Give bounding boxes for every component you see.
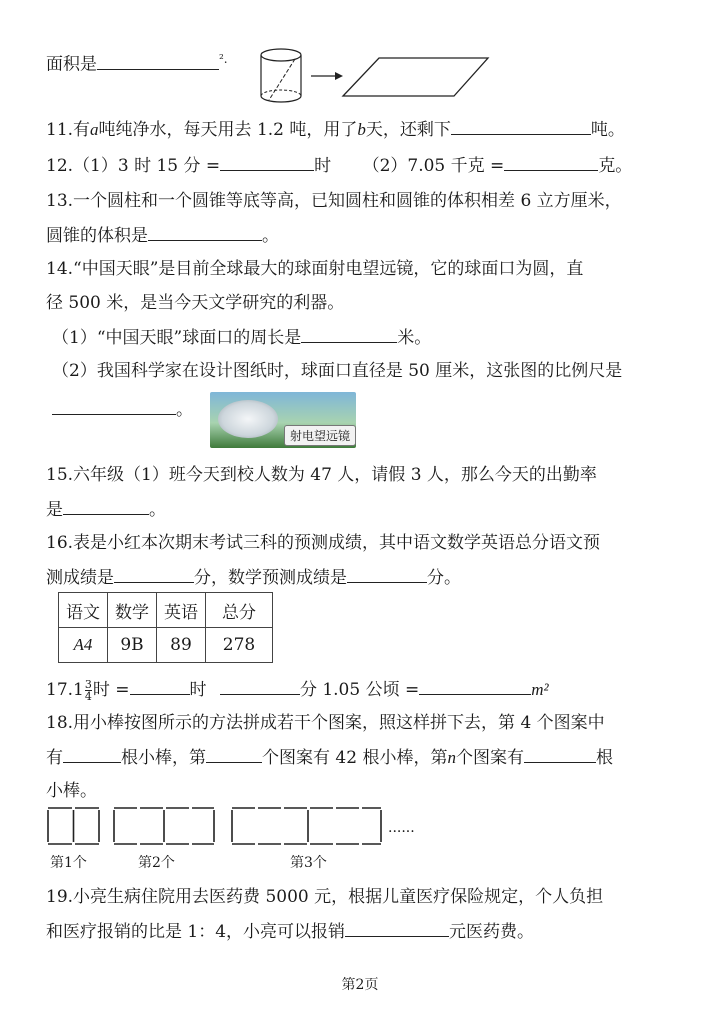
q10-text: 面积是 xyxy=(46,54,97,75)
q15-end: 。 xyxy=(149,500,166,520)
q17-denominator: 4 xyxy=(84,690,92,703)
q19-line-1 xyxy=(46,884,603,910)
q16-number: 16. xyxy=(46,533,74,553)
q11-blank[interactable] xyxy=(451,116,591,135)
q14-line-1 xyxy=(46,256,583,282)
q16-blank-2[interactable] xyxy=(347,564,427,583)
page-number: 第2页 xyxy=(341,977,379,993)
q17-blank-3[interactable] xyxy=(419,676,531,695)
q14-line-2 xyxy=(46,290,344,316)
q17-number: 17. xyxy=(46,680,74,700)
header-total: 总分 xyxy=(206,593,273,628)
telescope-label: 射电望远镜 xyxy=(284,425,356,446)
q12-line xyxy=(46,152,632,179)
q14-sub1 xyxy=(52,324,431,351)
q11-text-3: 天，还剩下 xyxy=(365,120,451,140)
q17-text-2: 时 xyxy=(189,680,207,700)
q12-blank-1[interactable] xyxy=(220,152,314,171)
cylinder-to-parallelogram-figure xyxy=(255,44,495,106)
header-math: 数学 xyxy=(108,593,157,628)
q14-number: 14. xyxy=(46,259,74,279)
q14-sub2-text: （2）我国科学家在设计图纸时，球面口直径是 50 厘米，这张图的比例尺是 xyxy=(52,361,623,381)
q14-sub2 xyxy=(52,358,622,384)
q15-text-2: 是 xyxy=(46,500,63,520)
q14-sub1-text: （1）“中国天眼”球面口的周长是 xyxy=(52,328,302,348)
q19-blank[interactable] xyxy=(345,918,449,937)
q11-unit: 吨。 xyxy=(590,120,625,140)
q14-sub1-unit: 米。 xyxy=(397,328,432,348)
header-english: 英语 xyxy=(157,593,206,628)
pattern-continuation-dots: ...... xyxy=(388,820,415,836)
q18-blank-2[interactable] xyxy=(206,744,262,763)
telescope-dish xyxy=(218,400,278,438)
q17-fraction xyxy=(85,679,92,702)
q17-unit: m² xyxy=(531,680,549,699)
q15-text-1: 六年级（1）班今天到校人数为 47 人，请假 3 人，那么今天的出勤率 xyxy=(73,465,597,485)
q18-text-2a: 有 xyxy=(46,748,63,768)
q13-number: 13. xyxy=(46,191,74,211)
q19-text-2a: 和医疗报销的比是 1：4，小亮可以报销 xyxy=(46,922,346,942)
q18-text-1: 用小棒按图所示的方法拼成若干个图案，照这样拼下去，第 4 个图案中 xyxy=(73,713,605,733)
q19-text-2b: 元医药费。 xyxy=(449,922,535,942)
q16-text-2b: 分，数学预测成绩是 xyxy=(194,568,347,588)
q14-text-2: 径 500 米，是当今天文学研究的利器。 xyxy=(46,293,345,313)
q18-text-2b: 根小棒，第 xyxy=(121,748,206,768)
q19-text-1: 小亮生病住院用去医药费 5000 元，根据儿童医疗保险规定，个人负担 xyxy=(73,887,604,907)
caption-pattern-3: 第3个 xyxy=(290,855,327,871)
q18-line-2 xyxy=(46,744,613,771)
q18-text-2c: 个图案有 42 根小棒，第 xyxy=(262,748,448,768)
caption-pattern-2: 第2个 xyxy=(138,855,175,871)
q18-number: 18. xyxy=(46,713,74,733)
q15-line-1 xyxy=(46,462,597,488)
q12-part1: （1）3 时 15 分 = xyxy=(73,156,221,176)
q10-suffix: ². xyxy=(219,52,228,66)
score-chinese: A4 xyxy=(59,628,108,663)
header-chinese: 语文 xyxy=(59,593,108,628)
q13-line-2 xyxy=(46,222,279,249)
q10-line xyxy=(46,46,228,78)
q12-blank-2[interactable] xyxy=(504,152,598,171)
q11-text-1: 有 xyxy=(73,120,91,140)
q16-line-2 xyxy=(46,564,461,591)
score-table-row xyxy=(59,628,273,663)
score-total: 278 xyxy=(206,628,273,663)
q18-text-2e: 根 xyxy=(595,748,613,768)
q18-blank-1[interactable] xyxy=(63,744,121,763)
q15-line-2 xyxy=(46,496,166,523)
q18-text-3: 小棒。 xyxy=(46,781,97,801)
q15-number: 15. xyxy=(46,465,74,485)
pattern-2 xyxy=(114,808,214,844)
q12-unit-1: 时 xyxy=(314,156,332,176)
score-table xyxy=(58,592,273,663)
q17-whole: 1 xyxy=(73,680,84,700)
q16-text-2c: 分。 xyxy=(427,568,461,588)
q13-text-2: 圆锥的体积是 xyxy=(46,226,148,246)
q17-line xyxy=(46,676,549,703)
caption-pattern-1: 第1个 xyxy=(50,855,87,871)
parallelogram xyxy=(343,58,488,96)
q16-text-1: 表是小红本次期末考试三科的预测成绩，其中语文数学英语总分语文预 xyxy=(73,533,601,553)
q13-text-1: 一个圆柱和一个圆锥等底等高，已知圆柱和圆锥的体积相差 6 立方厘米， xyxy=(73,191,622,211)
radio-telescope-image xyxy=(210,392,356,448)
q14-blank-2[interactable] xyxy=(52,396,176,415)
q14-sub2-end: 。 xyxy=(176,400,193,420)
q12-number: 12. xyxy=(46,156,74,176)
q17-blank-2[interactable] xyxy=(220,676,300,695)
q18-line-1 xyxy=(46,710,605,736)
var-b: b xyxy=(357,120,366,139)
q11-line xyxy=(46,116,625,143)
q14-blank-1[interactable] xyxy=(301,324,397,343)
q17-blank-1[interactable] xyxy=(130,676,190,695)
stick-patterns-figure xyxy=(0,800,440,852)
q19-line-2 xyxy=(46,918,534,945)
pattern-3 xyxy=(232,808,381,844)
score-english: 89 xyxy=(157,628,206,663)
cylinder-cut-line xyxy=(269,59,295,100)
q14-text-1: “中国天眼”是目前全球最大的球面射电望远镜，它的球面口为圆，直 xyxy=(73,259,584,279)
q16-blank-1[interactable] xyxy=(114,564,194,583)
q17-text-1: 时 = xyxy=(92,680,130,700)
var-n: n xyxy=(447,748,456,767)
q15-blank[interactable] xyxy=(63,496,149,515)
q12-part2: （2）7.05 千克 = xyxy=(362,156,505,176)
q12-unit-2: 克。 xyxy=(598,156,633,176)
q17-numerator: 3 xyxy=(84,678,92,691)
score-table-header xyxy=(59,593,273,628)
pattern-1 xyxy=(48,808,99,844)
q13-line-1 xyxy=(46,188,622,214)
q17-text-3: 分 1.05 公顷 = xyxy=(299,680,420,700)
score-math: 9B xyxy=(108,628,157,663)
q18-blank-3[interactable] xyxy=(524,744,596,763)
q13-end: 。 xyxy=(262,226,279,246)
q11-number: 11. xyxy=(46,120,74,140)
q16-text-2a: 测成绩是 xyxy=(46,568,114,588)
q10-blank[interactable] xyxy=(97,51,219,70)
var-a: a xyxy=(90,120,99,139)
q11-text-2: 吨纯净水，每天用去 1.2 吨，用了 xyxy=(98,120,358,140)
q16-line-1 xyxy=(46,530,600,556)
q19-number: 19. xyxy=(46,887,74,907)
q14-sub2-line2 xyxy=(52,396,193,423)
q13-blank[interactable] xyxy=(148,222,262,241)
q18-text-2d: 个图案有 xyxy=(455,748,524,768)
